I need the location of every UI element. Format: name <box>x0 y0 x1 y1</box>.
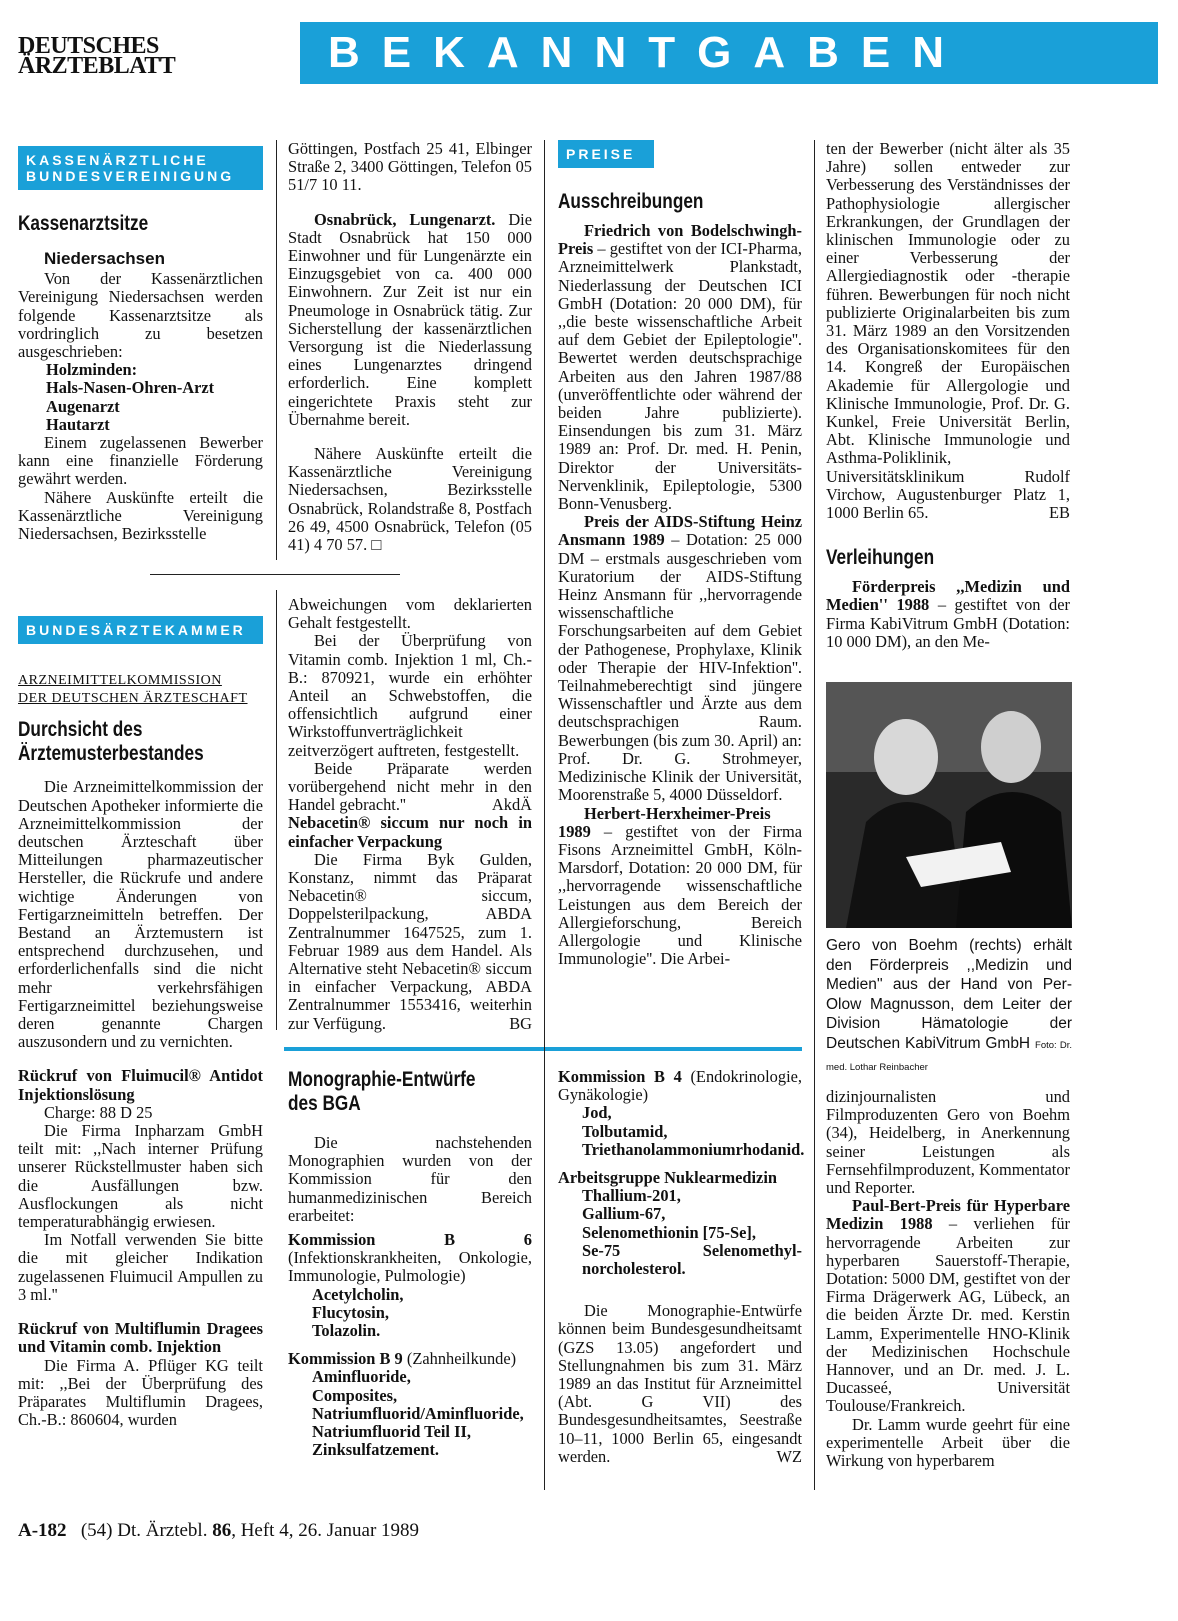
award1-text: – gestiftet von der Firma KabiVitrum GmbH (Dotation: 10 000 DM), an den Me- <box>826 595 1070 651</box>
k9-head: Kommission B 9 <box>288 1349 403 1369</box>
col4 <box>826 140 1070 651</box>
kbv-intro: Von der Kassenärztlichen Vereinigung Niedersachsen werden folgende Kassenarztsitze als vordringlich zu besetzen ausgeschrieben: <box>18 269 263 362</box>
kbv-section-line2: BUNDESVEREINIGUNG <box>26 168 235 184</box>
osna-text: Die Stadt Osnabrück hat 150 000 Einwohner und für Lungenärzte ein Einzugsgebiet von ca. 400 000 Einwohnern. Zur Zeit ist nur ein Pneumologe in Osnabrück tätig. Zur Sicherstellung der kassenärztlichen Versorgung ist die Niederlassung eines Lungenarztes dringend erforderlich. Eine komplett eingerichtete Praxis steht zur Übernahme bereit. <box>288 209 532 429</box>
akda-sign: AkdÄ <box>491 795 532 815</box>
eb-sign: EB <box>1049 503 1070 523</box>
kbv-cont: Göttingen, Postfach 25 41, Elbinger Straße 2, 3400 Göttingen, Telefon 05 51/7 10 11. <box>288 139 532 195</box>
recall3-head: Nebacetin® siccum nur noch in einfacher Verpackung <box>288 813 532 851</box>
recall2-head: Rückruf von Multiflumin Dragees und Vitamin comb. Injektion <box>18 1319 263 1357</box>
k9-item: Natriumfluorid/Aminfluoride, <box>312 1403 524 1423</box>
bga-column-cont <box>558 1067 805 1466</box>
osna-head: Osnabrück, Lungenarzt. <box>314 209 496 229</box>
wz-sign: WZ <box>776 1446 802 1466</box>
baek-column <box>18 616 263 1429</box>
masthead-logo <box>18 33 176 79</box>
bga-title1: Monographie-Entwürfe <box>288 1068 476 1091</box>
k6-head: Kommission B 6 <box>288 1230 532 1250</box>
recall2-cont: Abweichungen vom deklarierten Gehalt festgestellt. <box>288 595 532 633</box>
ag-head: Arbeitsgruppe Nuklearmedizin <box>558 1168 777 1188</box>
column-rule <box>276 140 277 560</box>
k9-text: (Zahnheilkunde) <box>406 1349 517 1369</box>
kbv-section-label <box>18 146 263 190</box>
prize2-text: – Dotation: 25 000 DM – erstmals ausgeschrieben vom Kuratorium der AIDS-Stiftung Heinz Ansmann für ,,hervorragende wissenschaftliche Forschungsarbeiten auf dem Gebiet der Pathogenese, Prophylaxe, Klinik oder Therapie der HIV-Infektion''. Teilnahmeberechtigt sind jüngere Wissenschaftler und Ärzte aus dem deutschsprachigen Raum. Bewerbungen (bis zum 30. April) an: Prof. Dr. G. Strohmeyer, Medizinische Klinik der Universität, Moorenstraße 5, 4000 Düsseldorf. <box>558 530 802 805</box>
end-mark: □ <box>371 535 382 555</box>
column-rule-4 <box>814 140 815 1490</box>
ag-item: Selenomethionin [75-Se], <box>582 1222 756 1242</box>
masthead-line1: DEUTSCHES <box>18 33 159 59</box>
baek-column-cont <box>288 596 532 1033</box>
footer-volume: 86 <box>212 1520 232 1541</box>
recall2-text3: Beide Präparate werden vorübergehend nicht mehr in den Handel gebracht.'' <box>288 758 532 815</box>
ag-item: Thallium-201, <box>582 1186 681 1206</box>
award1-cont: dizinjournalisten und Filmproduzenten Gero von Boehm (34), Heidelberg, in Anerkennung seiner Leistungen als Fernsehfilmproduzent, Kommentator und Reporter. <box>826 1087 1070 1198</box>
page-number: A-182 <box>18 1520 67 1541</box>
verleihungen-title: Verleihungen <box>826 546 935 570</box>
k6-item: Tolazolin. <box>312 1321 381 1341</box>
k6-item: Acetylcholin, <box>312 1284 404 1304</box>
kbv-spec2: Augenarzt <box>46 396 120 416</box>
kbv-p2: Einem zugelassenen Bewerber kann eine finanzielle Förderung gewährt werden. <box>18 433 263 489</box>
footer-issue: , Heft 4, 26. Januar 1989 <box>231 1520 420 1541</box>
kbv-subtitle: Niedersachsen <box>44 249 165 268</box>
kbv-spec1: Hals-Nasen-Ohren-Arzt <box>46 378 215 398</box>
k4-text: (Endokrinologie, Gynäkologie) <box>558 1067 802 1105</box>
prize1-text: – gestiftet von der ICI-Pharma, Arzneimittelwerk Plankstadt, Niederlassung der Deutschen ICI GmbH (Dotation: 20 000 DM), für ,,die beste wissenschaftliche Arbeit auf dem Gebiet der Epileptologie''. Bewertet werden deutschsprachige Arbeiten aus den Jahren 1987/88 (unveröffentlichte oder während der beiden Jahre publizierte). Einsendungen bis zum 31. März 1989 an: Prof. Dr. med. H. Penin, Direktor der Universitäts-Nervenklinik, Epileptologie, 5300 Bonn-Venusberg. <box>558 239 802 514</box>
k4-item: Triethanolammoniumrhodanid. <box>582 1139 805 1159</box>
baek-p1: Die Arzneimittelkommission der Deutschen Apotheker informierte die Arzneimittelkommission der deutschen Ärzteschaft über Mitteilungen pharmazeutischer Hersteller, die Rückrufe und andere wichtige Änderungen von Fertigarzneimitteln betreffen. Der Bestand an Ärztemustern ist entsprechend durchzusehen, und erforderlichenfalls sind die nicht mehr verkehrsfähigen Fertigarzneimittel beziehungsweise deren genannte Chargen auszusondern und zu vernichten. <box>18 777 263 1052</box>
page-footer <box>18 1520 419 1542</box>
prize3-head: Herbert-Herxheimer-Preis 1989 <box>558 803 771 841</box>
baek-title1: Durchsicht des <box>18 718 143 742</box>
osna2-text: Nähere Auskünfte erteilt die Kassenärztliche Vereinigung Niedersachsen, Bezirksstelle Osnabrück, Rolandstraße 8, Postfach 26 49, 4500 Osnabrück, Telefon (05 41) 4 70 57. <box>288 444 532 555</box>
footer-journal: (54) Dt. Ärztebl. <box>80 1520 208 1541</box>
k9-item: Zinksulfatzement. <box>312 1440 440 1460</box>
preise-column <box>558 140 802 968</box>
k4-item: Tolbutamid, <box>582 1121 668 1141</box>
k9-item: Aminfluoride, <box>312 1367 411 1387</box>
award-photo <box>826 682 1072 928</box>
award2-text: – verliehen für hervorragende Arbeiten zur hyperbaren Sauerstoff-Therapie, Dotation: 5000 DM, gestiftet von der Firma Drägerwerk AG, Lübeck, an die beiden Ärzte Dr. med. Kerstin Lamm, Experimentelle HNO-Klinik der Medizinischen Hochschule Hannover, und an Dr. med. J. L. Ducasseé, Universität Toulouse/Frankreich. <box>826 1214 1071 1416</box>
preise-title: Ausschreibungen <box>558 190 704 213</box>
recall2-text: Die Firma A. Pflüger KG teilt mit: ,,Bei der Überprüfung des Präparates Multiflumin Dragees, Ch.-B.: 860604, wurden <box>18 1355 263 1430</box>
kbv-title: Kassenarztsitze <box>18 212 149 235</box>
award3-text: Dr. Lamm wurde geehrt für eine experimentelle Arbeit über die Wirkung von hyperbarem <box>826 1414 1070 1471</box>
bga-outro: Die Monographie-Entwürfe können beim Bundesgesundheitsamt (GZS 13.05) angefordert und Stellungnahmen bis zum 31. März 1989 an das Institut für Arzneimittel (Abt. G VII) des Bundesgesundheitsamtes, Seestraße 10–11, 1000 Berlin 65, eingesandt werden. <box>558 1301 802 1466</box>
masthead-line2: ÄRZTEBLATT <box>18 53 176 79</box>
prize3-cont: ten der Bewerber (nicht älter als 35 Jahre) sollen entweder zur Verbesserung des Verständnisses der Pathophysiologie allergischer Erkrankungen, der Grundlagen der klinischen Immunologie oder zu einer Verbesserung der Allergiediagnostik oder -therapie führen. Bewerbungen für noch nicht publizierte Originalarbeiten bis zum 31. März 1989 an den Vorsitzenden des Organisationskomitees für den 14. Kongreß der Europäischen Akademie für Allergologie und Klinische Immunologie, Prof. Dr. G. Kunkel, Freie Universität Berlin, Abt. Klinische Immunologie und Asthma-Poliklinik, Universitätsklinikum Rudolf Virchow, Augustenburger Platz 1, 1000 Berlin 65. <box>826 139 1070 523</box>
ag-item: Se-75 Selenomethyl-norcholesterol. <box>582 1240 802 1279</box>
k6-item: Flucytosin, <box>312 1302 389 1322</box>
kbv-p3: Nähere Auskünfte erteilt die Kassenärztliche Vereinigung Niedersachsen, Bezirksstelle <box>18 487 263 544</box>
photo-illustration <box>826 682 1072 928</box>
photo-caption <box>826 936 1072 1077</box>
prize2-head: Preis der AIDS-Stiftung Heinz Ansmann 1989 <box>558 512 802 550</box>
baek-kicker2: DER DEUTSCHEN ÄRZTESCHAFT <box>18 691 248 707</box>
recall1-text: Die Firma Inpharzam GmbH teilt mit: ,,Nach interner Prüfung unserer Rückstellmuster haben sich die Ausfällungen bzw. Ausflockungen als nicht temperaturabhängig erwiesen. <box>18 1121 263 1232</box>
kbv-section-line1: KASSENÄRZTLICHE <box>26 152 209 168</box>
bga-title2: des BGA <box>288 1092 361 1115</box>
k6-text: (Infektionskrankheiten, Onkologie, Immunologie, Pulmologie) <box>288 1248 532 1286</box>
caption-text: Gero von Boehm (rechts) erhält den Förderpreis ,,Medizin und Medien'' aus der Hand von Per-Olow Magnusson, dem Leiter der Division Hämatologie der Deutschen KabiVitrum GmbH <box>826 937 1072 1052</box>
recall3-text: Die Firma Byk Gulden, Konstanz, nimmt das Präparat Nebacetin® siccum, Doppelsterilpackung, ABDA Zentralnummer 1647525, zum 1. Februar 1989 aus dem Handel. Als Alternative steht Nebacetin® siccum in einfacher Verpackung, ABDA Zentralnummer 1553416, weiterhin zur Verfügung. <box>288 849 532 1033</box>
bga-top-rule <box>284 1047 802 1051</box>
k4-head: Kommission B 4 <box>558 1067 682 1086</box>
baek-section-label: BUNDESÄRZTEKAMMER <box>18 616 263 644</box>
divider <box>150 574 400 575</box>
award2-head: Paul-Bert-Preis für Hyperbare Medizin 1988 <box>826 1196 1070 1234</box>
recall2-text2: Bei der Überprüfung von Vitamin comb. Injektion 1 ml, Ch.-B.: 870921, wurde ein erhöhter Anteil an Schwebstoffen, die offensichtlich aufgrund einer Wirkstoffunverträglichkeit zeitverzögert auftreten, festgestellt. <box>288 631 532 760</box>
kbv-spec3: Hautarzt <box>46 414 110 434</box>
award1-head: Förderpreis ,,Medizin und Medien'' 1988 <box>826 577 1070 615</box>
k9-item: Natriumfluorid Teil II, <box>312 1422 471 1442</box>
bga-intro: Die nachstehenden Monographien wurden von der Kommission für den humanmedizinischen Bereich erarbeitet: <box>288 1133 532 1225</box>
column-rule-3 <box>544 140 545 1490</box>
baek-kicker1: ARZNEIMITTELKOMMISSION <box>18 673 222 688</box>
recall1-head: Rückruf von Fluimucil® Antidot Injektionslösung <box>18 1066 263 1104</box>
baek-title2: Ärztemusterbestandes <box>18 742 204 766</box>
recall1-charge: Charge: 88 D 25 <box>44 1102 153 1122</box>
column-rule-2 <box>276 590 277 1030</box>
kbv-place: Holzminden: <box>46 360 138 380</box>
kbv-column <box>18 146 263 543</box>
kbv-column-cont <box>288 140 532 554</box>
ag-item: Gallium-67, <box>582 1204 666 1224</box>
bg-sign: BG <box>509 1013 532 1033</box>
col4-bottom <box>826 1088 1070 1470</box>
prize1-head: Friedrich von Bodelschwingh-Preis <box>558 221 802 259</box>
recall1-text2: Im Notfall verwenden Sie bitte die mit gleicher Indikation zugelassenen Fluimucil Ampullen zu 3 ml.'' <box>18 1230 263 1304</box>
k9-item: Composites, <box>312 1385 398 1405</box>
preise-section-label: PREISE <box>558 140 654 168</box>
bga-column <box>288 1068 532 1459</box>
k4-item: Jod, <box>582 1103 612 1123</box>
photo-credit: Foto: Dr. med. Lothar Reinbacher <box>826 1039 1072 1073</box>
section-banner: BEKANNTGABEN <box>300 22 1158 84</box>
prize3-text: – gestiftet von der Firma Fisons Arzneimittel GmbH, Köln-Marsdorf, Dotation: 20 000 DM, für ,,hervorragende wissenschaftliche Leistungen aus dem Bereich der Allergieforschung, Bereich Allergologie und Klinische Immunologie''. Die Arbei- <box>558 821 802 969</box>
